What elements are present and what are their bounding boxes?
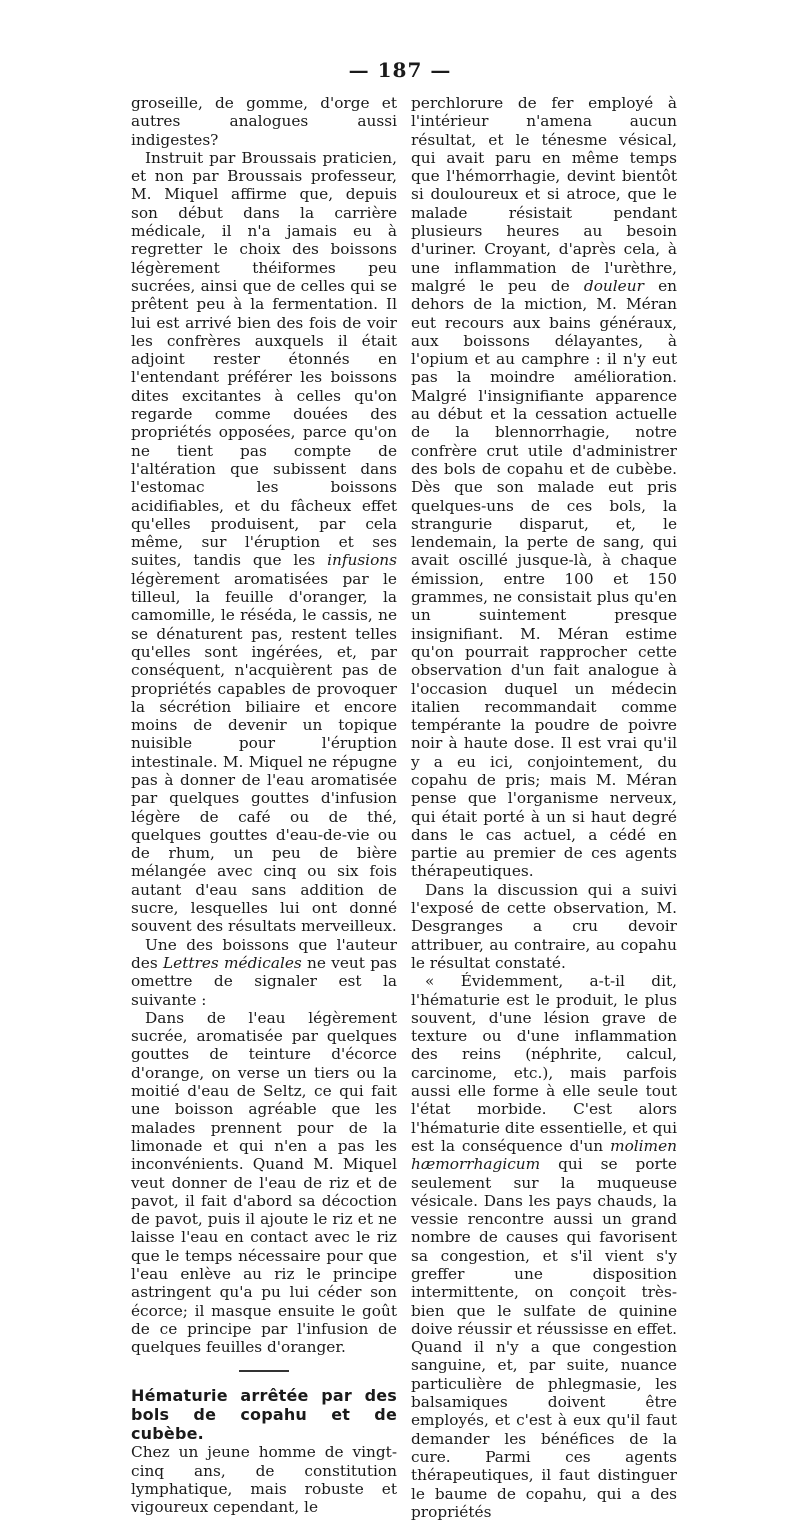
right-column bbox=[411, 94, 677, 1521]
italic-title: Lettres médicales bbox=[163, 953, 302, 972]
section-divider bbox=[239, 1370, 289, 1372]
paragraph: « Évidemment, a-t-il dit, l'hématurie est le produit, le plus souvent, d'une lésion grave de texture ou d'une inflammation des reins (néphrite, calcul, carcinome, etc.), mais parfois aussi elle forme à elle seule tout l'état morbide. C'est alors l'hématurie dite essentielle, et qui est la conséquence d'un molimen hæmorrhagicum qui se porte seulement sur la muqueuse vésicale. Dans les pays chauds, la vessie rencontre aussi un grand nombre de causes qui favorisent sa congestion, et s'il vient s'y greffer une disposition intermittente, on conçoit très-bien que le sulfate de quinine doive réussir et réussisse en effet. Quand il n'y a que congestion sanguine, et, par suite, nuance particulière de phlegmasie, les balsamiques doivent être employés, et c'est à eux qu'il faut demander les bénéfices de la cure. Parmi ces agents thérapeutiques, il faut distinguer le baume de copahu, qui a des propriétés bbox=[411, 972, 677, 1521]
paragraph: perchlorure de fer employé à l'intérieur n'amena aucun résultat, et le ténesme vésical, qui avait paru en même temps que l'hémorrhagie, devint bientôt si douloureux et si atroce, que le malade résistait pendant plusieurs heures au besoin d'uriner. Croyant, d'après cela, à une inflammation de l'urèthre, malgré le peu de douleur en dehors de la miction, M. Méran eut recours aux bains généraux, aux boissons délayantes, à l'opium et au camphre : il n'y eut pas la moindre amélioration. Malgré l'insignifiante apparence au début et la cessation actuelle de la blennorrhagie, notre confrère crut utile d'administrer des bols de copahu et de cubèbe. Dès que son malade eut pris quelques-uns de ces bols, la strangurie disparut, et, le lendemain, la perte de sang, qui avait oscillé jusque-là, à chaque émission, entre 100 et 150 grammes, ne consistait plus qu'en un suintement presque insignifiant. M. Méran estime qu'on pourrait rapprocher cette observation d'un fait analogue à l'occasion duquel un médecin italien recommandait comme tempérante la poudre de poivre noir à haute dose. Il est vrai qu'il y a eu ici, conjointement, du copahu de pris; mais M. Méran pense que l'organisme nerveux, qui était porté à un si haut degré dans le cas actuel, a cédé en partie au premier de ces agents thérapeutiques. bbox=[411, 94, 677, 881]
italic-term: douleur bbox=[583, 276, 644, 295]
paragraph: groseille, de gomme, d'orge et autres analogues aussi indigestes? bbox=[131, 94, 397, 149]
section-heading: Hématurie arrêtée par des bols de copahu et de cubèbe. bbox=[131, 1386, 397, 1444]
paragraph: Chez un jeune homme de vingt-cinq ans, de constitution lymphatique, mais robuste et vigoureux cependant, le bbox=[131, 1443, 397, 1517]
left-column bbox=[131, 94, 397, 1517]
paragraph: Instruit par Broussais praticien, et non par Broussais professeur, M. Miquel affirme que, depuis son début dans la carrière médicale, il n'a jamais eu à regretter le choix des boissons légèrement théiformes peu sucrées, ainsi que de celles qui se prêtent peu à la fermentation. Il lui est arrivé bien des fois de voir les confrères auxquels il était adjoint rester étonnés en l'entendant préférer les boissons dites excitantes à celles qu'on regarde comme douées des propriétés opposées, parce qu'on ne tient pas compte de l'altération que subissent dans l'estomac les boissons acidifiables, et du fâcheux effet qu'elles produisent, par cela même, sur l'éruption et ses suites, tandis que les infusions légèrement aromatisées par le tilleul, la feuille d'oranger, la camomille, le réséda, le cassis, ne se dénaturent pas, restent telles qu'elles sont ingérées, et, par conséquent, n'acquièrent pas de propriétés capables de provoquer la sécrétion biliaire et encore moins de devenir un topique nuisible pour l'éruption intestinale. M. Miquel ne répugne pas à donner de l'eau aromatisée par quelques gouttes d'infusion légère de café ou de thé, quelques gouttes d'eau-de-vie ou de rhum, un peu de bière mélangée avec cinq ou six fois autant d'eau sans addition de sucre, lesquelles lui ont donné souvent des résultats merveilleux. bbox=[131, 148, 397, 936]
italic-term: infusions bbox=[327, 551, 397, 570]
page-number: — 187 — bbox=[348, 58, 452, 82]
paragraph: Dans de l'eau légèrement sucrée, aromatisée par quelques gouttes de teinture d'écorce d'orange, on verse un tiers ou la moitié d'eau de Seltz, ce qui fait une boisson agréable que les malades prennent pour de la limonade et qui n'en a pas les inconvénients. Quand M. Miquel veut donner de l'eau de riz et de pavot, il fait d'abord sa décoction de pavot, puis il ajoute le riz et ne laisse l'eau en contact avec le riz que le temps nécessaire pour que l'eau enlève au riz le principe astringent qu'a pu lui céder son écorce; il masque ensuite le goût de ce principe par l'infusion de quelques feuilles d'oranger. bbox=[131, 1008, 397, 1357]
paragraph: Une des boissons que l'auteur des Lettres médicales ne veut pas omettre de signaler est la suivante : bbox=[131, 935, 397, 1009]
paragraph: Dans la discussion qui a suivi l'exposé de cette observation, M. Desgranges a cru devoir attribuer, au contraire, au copahu le résultat constaté. bbox=[411, 880, 677, 972]
italic-term: molimen hæmorrhagicum bbox=[411, 1136, 677, 1174]
